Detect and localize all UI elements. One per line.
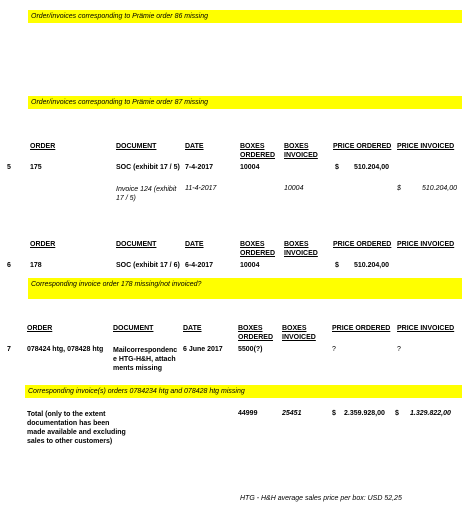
band-text: Corresponding invoice order 178 missing/not invoiced? <box>31 281 202 288</box>
date-cell: 11-4-2017 <box>185 185 217 192</box>
order-header: ORDER <box>27 325 53 332</box>
document-header: DOCUMENT <box>113 325 154 332</box>
date-cell: 6-4-2017 <box>185 262 214 269</box>
band-text: Corresponding invoice(s) orders 0784234 htg and 078428 htg missing <box>28 388 245 395</box>
price-ordered-header: PRICE ORDERED <box>332 325 391 332</box>
missing-order-86-band <box>28 10 462 23</box>
price-invoiced-header: PRICE INVOICED <box>397 325 455 332</box>
row-number: 5 <box>7 164 11 171</box>
boxes-ordered-cell: 5500(?) <box>238 346 263 353</box>
price-ordered-cell: 510.204,00 <box>354 164 390 171</box>
currency-symbol: $ <box>335 262 339 269</box>
boxes-invoiced-header: BOXES INVOICED <box>284 241 318 257</box>
document-header: DOCUMENT <box>116 241 157 248</box>
currency-symbol: $ <box>397 185 401 192</box>
row-number: 6 <box>7 262 11 269</box>
boxes-ordered-cell: 10004 <box>240 262 260 269</box>
price-invoiced-header: PRICE INVOICED <box>397 143 455 150</box>
missing-order-87-band <box>28 96 462 109</box>
price-invoiced-header: PRICE INVOICED <box>397 241 455 248</box>
price-invoiced-cell: 510.204,00 <box>422 185 458 192</box>
date-header: DATE <box>183 325 202 332</box>
order-header: ORDER <box>30 143 56 150</box>
total-boxes-invoiced: 25451 <box>282 410 302 417</box>
document-cell: Invoice 124 (exhibit 17 / 5) <box>116 186 177 202</box>
order-number: 178 <box>30 262 42 269</box>
price-ordered-header: PRICE ORDERED <box>333 241 392 248</box>
boxes-ordered-header: BOXES ORDERED <box>238 325 274 341</box>
currency-symbol: $ <box>332 410 336 417</box>
missing-invoices-078424-band <box>25 385 462 398</box>
price-ordered-header: PRICE ORDERED <box>333 143 392 150</box>
order-header: ORDER <box>30 241 56 248</box>
average-price-footnote: HTG - H&H average sales price per box: USD 52,25 <box>240 495 402 502</box>
boxes-invoiced-header: BOXES INVOICED <box>282 325 316 341</box>
row-number: 7 <box>7 346 11 353</box>
total-boxes-ordered: 44999 <box>238 410 258 417</box>
currency-symbol: $ <box>335 164 339 171</box>
date-cell: 6 June 2017 <box>183 346 223 353</box>
total-label: Total (only to the extent documentation has been made available and excluding sales to other customers) <box>27 411 126 445</box>
order-number: 078424 htg, 078428 htg <box>27 346 104 353</box>
document-header: DOCUMENT <box>116 143 157 150</box>
band-text: Order/invoices corresponding to Prämie order 86 missing <box>31 13 209 20</box>
document-cell: Mailcorrespondence HTG-H&H, attachments missing <box>113 347 178 372</box>
currency-symbol: $ <box>395 410 399 417</box>
boxes-invoiced-header: BOXES INVOICED <box>284 143 318 159</box>
total-price-invoiced: 1.329.822,00 <box>410 410 451 417</box>
order-number: 175 <box>30 164 42 171</box>
date-cell: 7-4-2017 <box>185 164 214 171</box>
missing-invoice-178-band <box>28 278 462 299</box>
boxes-ordered-header: BOXES ORDERED <box>240 143 276 159</box>
date-header: DATE <box>185 143 204 150</box>
document-cell: SOC (exhibit 17 / 6) <box>116 262 180 269</box>
boxes-ordered-cell: 10004 <box>240 164 260 171</box>
date-header: DATE <box>185 241 204 248</box>
boxes-invoiced-cell: 10004 <box>284 185 304 192</box>
boxes-ordered-header: BOXES ORDERED <box>240 241 276 257</box>
total-price-ordered: 2.359.928,00 <box>344 410 385 417</box>
band-text: Order/invoices corresponding to Prämie order 87 missing <box>31 99 209 106</box>
price-invoiced-cell: ? <box>397 346 401 353</box>
price-ordered-cell: ? <box>332 346 336 353</box>
price-ordered-cell: 510.204,00 <box>354 262 390 269</box>
document-cell: SOC (exhibit 17 / 5) <box>116 164 180 171</box>
